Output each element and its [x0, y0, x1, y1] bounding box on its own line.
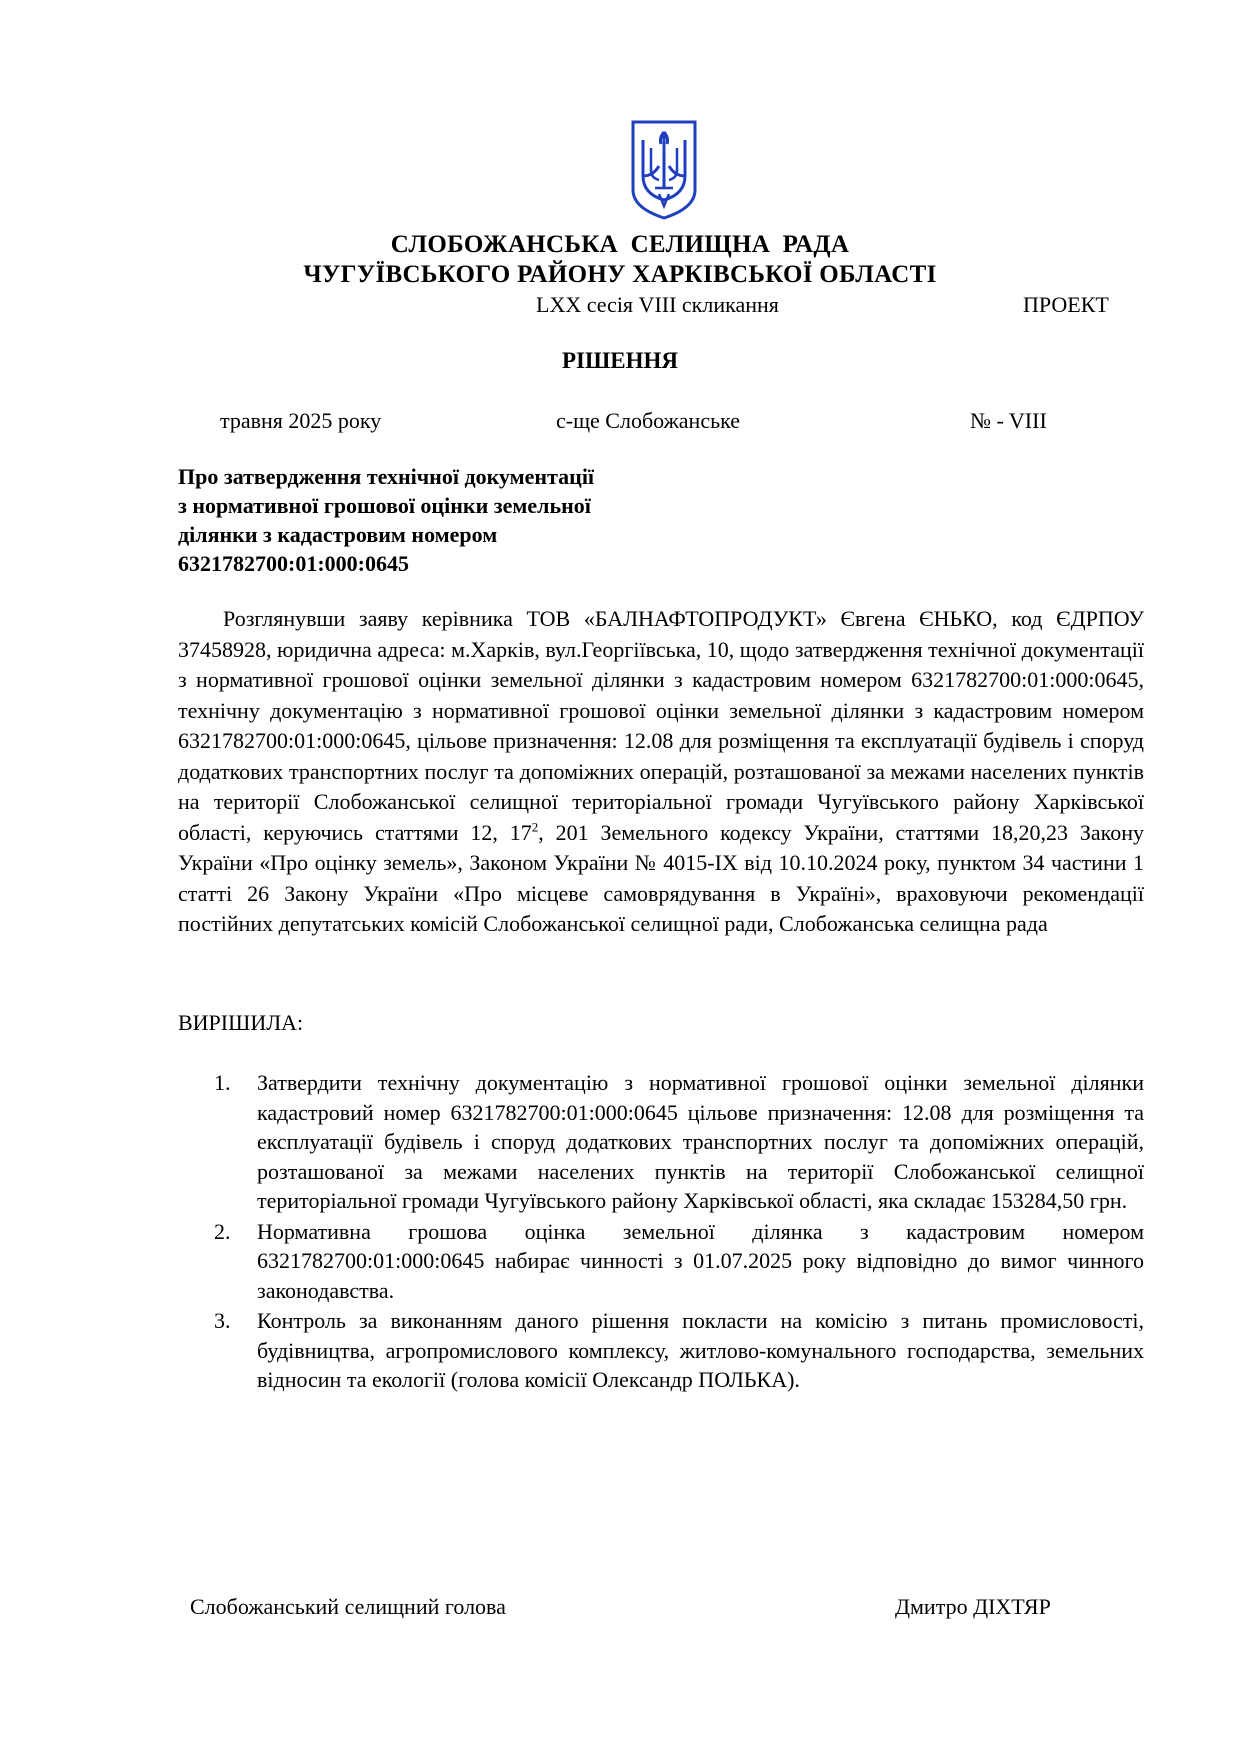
preamble-paragraph	[178, 604, 1144, 940]
preamble-text-part2: , 201 Земельного кодексу України, статтями 18,20,23 Закону України «Про оцінку земель», Законом України № 4015-IX від 10.10.2024 року, пунктом 34 частини 1 статті 26 Закону України «Про місцеве самоврядування в Україні», враховуючи рекомендації постійних депутатських комісій Слобожанської селищної ради, Слобожанська селищна рада	[178, 819, 1144, 936]
decision-subject	[178, 462, 738, 578]
item-text: Затвердити технічну документацію з нормативної грошової оцінки земельної ділянки кадастровий номер 6321782700:01:000:0645 цільове призначення: 12.08 для розміщення та експлуатації будівель і споруд додаткових транспортних послуг та допоміжних операцій, розташованої за межами населених пунктів на території Слобожанської селищної територіальної громади Чугуївського району Харківської області, яка складає 153284,50 грн.	[257, 1070, 1144, 1213]
council-name: СЛОБОЖАНСЬКА СЕЛИЩНА РАДА	[390, 231, 850, 258]
ukraine-coat-of-arms-icon	[629, 118, 699, 222]
document-title: РІШЕННЯ	[562, 348, 678, 373]
item-number: 3.	[214, 1308, 231, 1333]
draft-mark: ПРОЕКТ	[1023, 292, 1109, 317]
decision-number: № - VIII	[970, 408, 1047, 433]
subject-line: Про затвердження технічної документації	[178, 464, 595, 489]
item-number: 2.	[214, 1218, 231, 1244]
preamble-superscript: 2	[531, 819, 539, 835]
subject-line: ділянки з кадастровим номером	[178, 522, 498, 547]
council-district: ЧУГУЇВСЬКОГО РАЙОНУ ХАРКІВСЬКОЇ ОБЛАСТІ	[303, 261, 937, 288]
decision-item	[178, 1306, 1144, 1395]
session-info: LXX сесія VIII скликання	[536, 292, 779, 317]
decision-item	[178, 1217, 1144, 1306]
subject-line: з нормативної грошової оцінки земельної	[178, 493, 591, 518]
decision-items	[178, 1068, 1144, 1396]
preamble-text-part1: Розглянувши заяву керівника ТОВ «БАЛНАФТОПРОДУКТ» Євгена ЄНЬКО, код ЄДРПОУ 37458928, юридична адреса: м.Харків, вул.Георгіївська, 10, щодо затвердження технічної документації з нормативної грошової оцінки земельної ділянки з кадастровим номером 6321782700:01:000:0645, технічну документацію з нормативної грошової оцінки земельної ділянки з кадастровим номером 6321782700:01:000:0645, цільове призначення: 12.08 для розміщення та експлуатації будівель і споруд додаткових транспортних послуг та допоміжних операцій, розташованої за межами населених пунктів на території Слобожанської селищної територіальної громади Чугуївського району Харківської області, керуючись статтями 12, 17	[178, 606, 1144, 845]
resolved-label: ВИРІШИЛА:	[178, 1010, 304, 1035]
subject-line: 6321782700:01:000:0645	[178, 551, 409, 576]
item-text: Контроль за виконанням даного рішення покласти на комісію з питань промисловості, будівництва, агропромислового комплексу, житлово-комунального господарства, земельних відносин та екології (голова комісії Олександр ПОЛЬКА).	[257, 1308, 1144, 1392]
item-number: 1.	[214, 1070, 231, 1095]
decision-place: с-ще Слобожанське	[556, 408, 741, 433]
decision-date: травня 2025 року	[220, 408, 382, 433]
signatory-name: Дмитро ДІХТЯР	[895, 1594, 1051, 1619]
signatory-title: Слобожанський селищний голова	[190, 1594, 506, 1619]
decision-item	[178, 1068, 1144, 1216]
item-text: Нормативна грошова оцінка земельної ділянка з кадастровим номером 6321782700:01:000:0645 набирає чинності з 01.07.2025 року відповідно до вимог чинного законодавства.	[257, 1218, 1144, 1303]
